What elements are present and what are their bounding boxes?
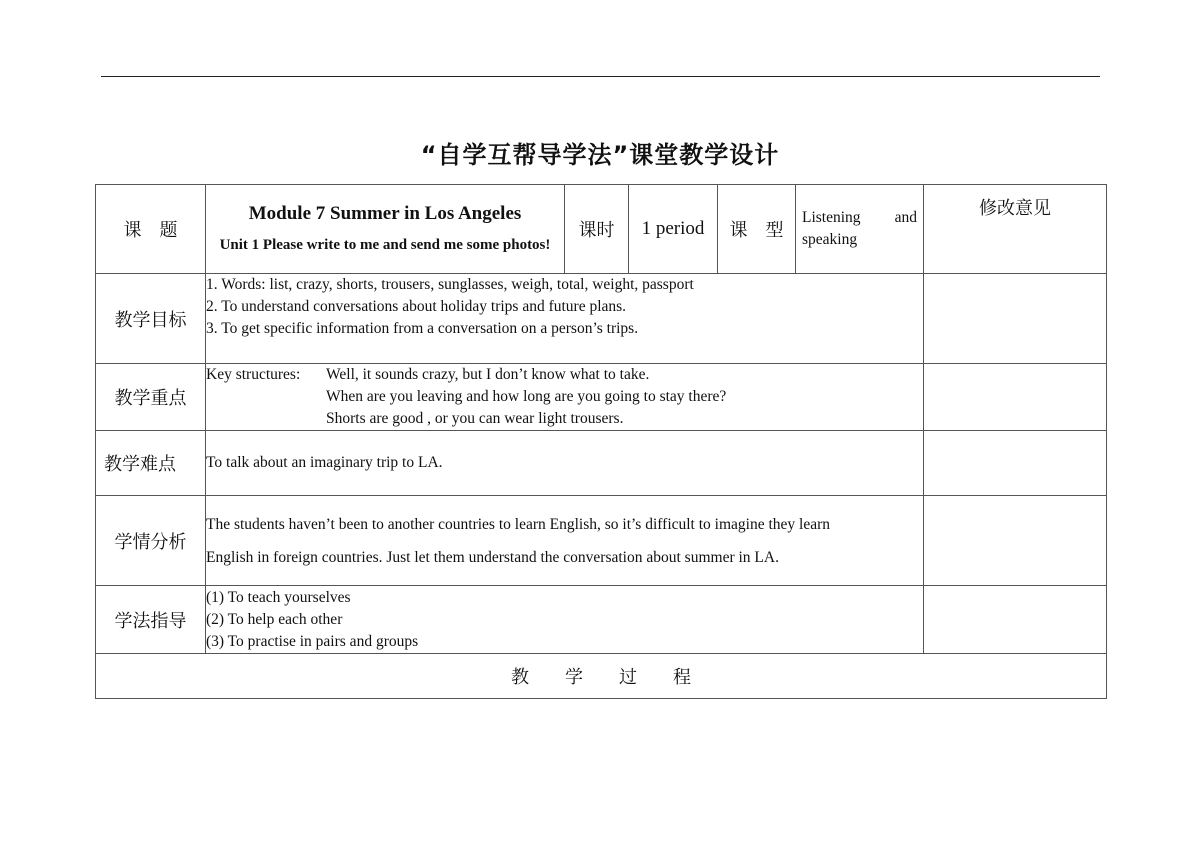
module-title: Module 7 Summer in Los Angeles [248,202,522,224]
period-value: 1 period [629,185,718,274]
analysis-label: 学情分析 [96,496,206,586]
method-item: (1) To teach yourselves [206,589,351,606]
analysis-content [206,496,924,586]
objective-item: 2. To understand conversations about holiday trips and future plans. [206,298,627,315]
remarks-cell [924,364,1107,431]
objective-item: 1. Words: list, crazy, shorts, trousers, sunglasses, weigh, total, weight, passport [206,276,694,293]
key-points-row [96,364,1107,431]
key-structure-item: When are you leaving and how long are you going to stay there? [326,388,727,405]
methods-label: 学法指导 [96,586,206,654]
difficulties-label: 教学难点 [96,431,206,496]
key-structure-item: Well, it sounds crazy, but I don’t know what to take. [326,366,650,383]
analysis-line: The students haven’t been to another countries to learn English, so it’s difficult to imagine they learn [206,515,831,533]
period-label: 课时 [565,185,629,274]
unit-title: Unit 1 Please write to me and send me some photos! [219,236,551,253]
remarks-cell [924,274,1107,364]
method-item: (3) To practise in pairs and groups [206,633,419,650]
process-row [96,654,1107,699]
objective-item: 3. To get specific information from a conversation on a person’s trips. [206,320,639,337]
objectives-row [96,274,1107,364]
objectives-content [206,274,924,364]
method-item: (2) To help each other [206,611,343,628]
key-points-label: 教学重点 [96,364,206,431]
analysis-row [96,496,1107,586]
type-value [796,185,924,274]
methods-content [206,586,924,654]
remarks-cell [924,496,1107,586]
analysis-line: English in foreign countries. Just let them understand the conversation about summer in LA. [206,548,779,566]
difficulties-row [96,431,1107,496]
type-value-part-1: Listening [802,209,861,226]
methods-row [96,586,1107,654]
difficulties-content: To talk about an imaginary trip to LA. [206,431,924,496]
type-value-part-3: speaking [802,231,858,248]
key-structure-item: Shorts are good , or you can wear light trousers. [326,410,624,427]
topic-label: 课 题 [96,185,206,274]
type-label: 课 型 [718,185,796,274]
key-points-content [206,364,924,431]
remarks-cell [924,586,1107,654]
header-row [96,185,1107,274]
remarks-cell [924,431,1107,496]
objectives-label: 教学目标 [96,274,206,364]
header-rule [101,76,1100,77]
type-value-part-2: and [894,209,917,226]
process-heading: 教学过程 [96,654,1107,699]
lesson-plan-table [95,184,1107,699]
document-title: “自学互帮导学法”课堂教学设计 [420,141,780,169]
key-structures-label: Key structures: [206,366,301,383]
remarks-header: 修改意见 [924,185,1107,274]
lesson-title-cell [206,185,565,274]
